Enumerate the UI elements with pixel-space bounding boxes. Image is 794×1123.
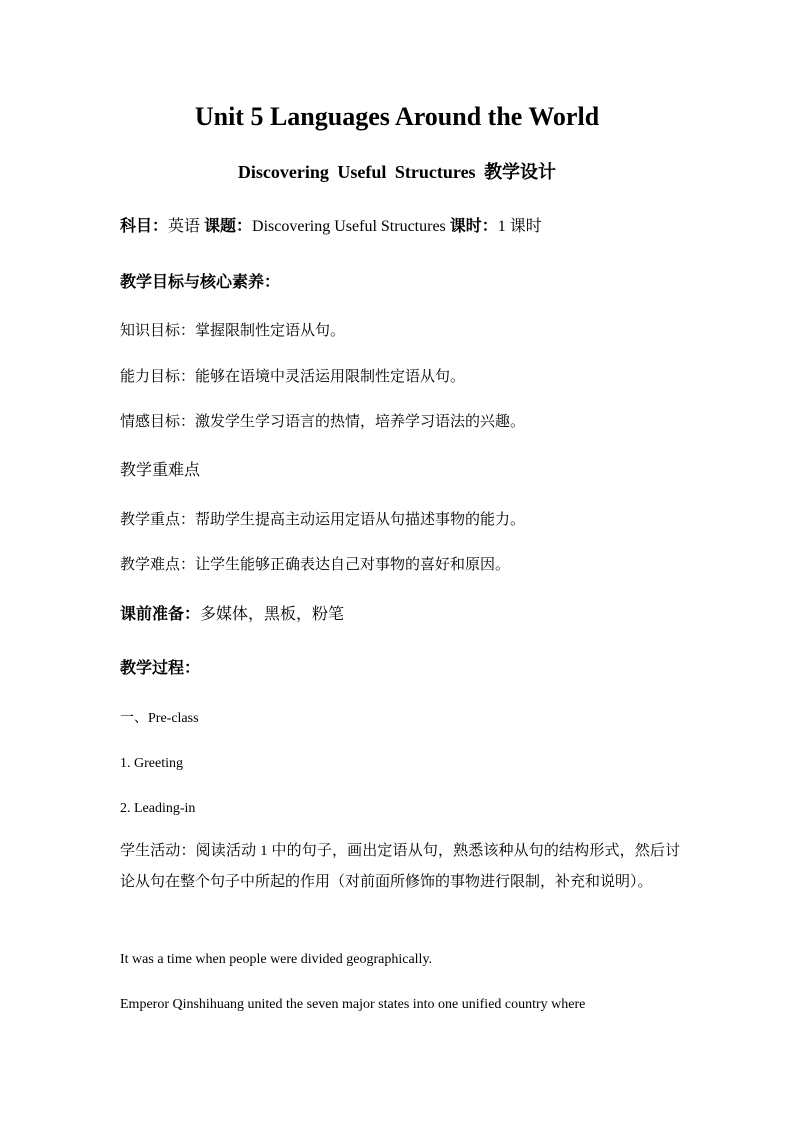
preparation-label: 课前准备：	[120, 606, 201, 623]
process-step-leading-in: 2. Leading-in	[120, 801, 196, 816]
course-meta-line	[120, 216, 680, 238]
objective-emotion: 情感目标：激发学生学习语言的热情，培养学习语法的兴趣。	[120, 414, 526, 430]
process-section-preclass: 一、Pre-class	[120, 711, 199, 726]
subject-value: 英语	[168, 218, 205, 235]
key-point-focus: 教学重点：帮助学生提高主动运用定语从句描述事物的能力。	[120, 512, 526, 528]
period-label: 课时：	[449, 218, 498, 235]
period-value: 1 课时	[497, 218, 542, 235]
preparation-value: 多媒体，黑板，粉笔	[200, 606, 345, 623]
objective-ability: 能力目标：能够在语境中灵活运用限制性定语从句。	[120, 369, 466, 385]
preparation-line	[120, 604, 680, 626]
student-activity-paragraph: 学生活动：阅读活动 1 中的句子，画出定语从句，熟悉该种从句的结构形式，然后讨论从句在整个句子中所起的作用（对前面所修饰的事物进行限制，补充和说明）。	[120, 843, 680, 890]
key-points-heading: 教学重难点	[120, 462, 201, 479]
topic-value: Discovering Useful Structures	[252, 218, 450, 235]
subject-label: 科目：	[120, 218, 169, 235]
document-subtitle: Discovering Useful Structures 教学设计	[237, 162, 557, 182]
process-step-greeting: 1. Greeting	[120, 756, 183, 771]
objective-knowledge: 知识目标：掌握限制性定语从句。	[120, 323, 346, 339]
topic-label: 课题：	[204, 218, 253, 235]
example-sentence-2: Emperor Qinshihuang united the seven major states into one unified country where	[120, 997, 586, 1012]
objectives-heading: 教学目标与核心素养：	[120, 274, 281, 291]
document-title: Unit 5 Languages Around the World	[194, 102, 600, 131]
process-heading: 教学过程：	[120, 660, 201, 677]
key-point-difficulty: 教学难点：让学生能够正确表达自己对事物的喜好和原因。	[120, 557, 511, 573]
example-sentence-1: It was a time when people were divided geographically.	[120, 952, 433, 967]
